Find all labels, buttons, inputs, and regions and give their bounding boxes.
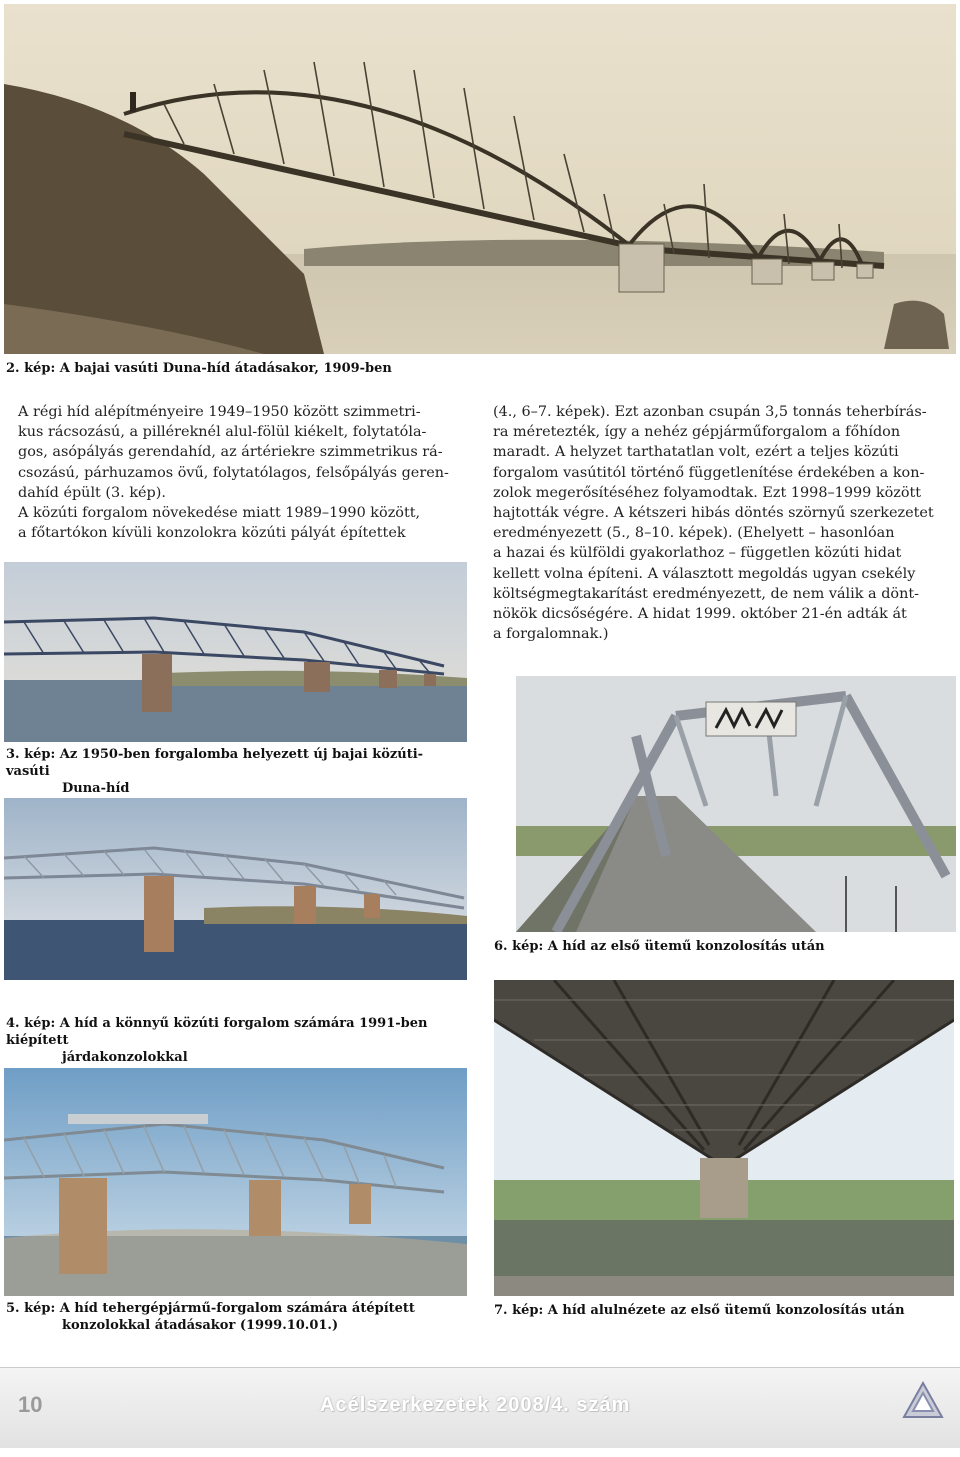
caption-text: Az 1950-ben forgalomba helyezett új bajai közúti-vasúti xyxy=(6,747,424,779)
text-line: nökök dicsőségére. A hidat 1999. október 21-én adták át xyxy=(493,606,907,623)
caption-photo-7 xyxy=(494,1302,905,1319)
journal-logo-icon xyxy=(902,1381,944,1421)
caption-photo-2 xyxy=(6,360,392,377)
caption-number: 2. kép: xyxy=(6,361,56,376)
text-line: kellett volna építeni. A választott megoldás ugyan csekély xyxy=(493,565,916,582)
text-line: dahíd épült (3. kép). xyxy=(18,484,166,501)
photo-bridge-1950 xyxy=(4,562,467,742)
caption-number: 3. kép: xyxy=(6,747,56,762)
caption-number: 6. kép: xyxy=(494,939,544,954)
photo-bridge-1999 xyxy=(4,1068,467,1296)
text-line: (4., 6–7. képek). Ezt azonban csupán 3,5 tonnás teherbírás- xyxy=(493,404,927,420)
caption-photo-5 xyxy=(6,1300,486,1334)
caption-text: A híd a könnyű közúti forgalom számára 1991-ben kiépített xyxy=(6,1016,428,1048)
text-line: hajtották végre. A kétszeri hibás döntés szörnyű szerkezetet xyxy=(493,505,934,522)
caption-text-cont: Duna-híd xyxy=(62,781,130,796)
caption-text: A bajai vasúti Duna-híd átadásakor, 1909-ben xyxy=(59,361,392,376)
text-line: a hazai és külföldi gyakorlathoz – független közúti hidat xyxy=(493,545,902,562)
photo-bridge-portal-view xyxy=(516,676,956,932)
left-column-text xyxy=(18,402,466,543)
caption-text: A híd tehergépjármű-forgalom számára átépített xyxy=(59,1301,415,1316)
caption-number: 4. kép: xyxy=(6,1016,56,1031)
text-line: eredményezett (5., 8–10. képek). (Ehelyett – hasonlóan xyxy=(493,525,895,542)
text-line: a forgalomnak.) xyxy=(493,626,609,643)
text-line: A közúti forgalom növekedése miatt 1989–1990 között, xyxy=(18,505,421,522)
text-line: kus rácsozású, a pilléreknél alul-fölül kiékelt, folytatóla- xyxy=(18,424,427,441)
caption-text-cont: konzolokkal átadásakor (1999.10.01.) xyxy=(62,1318,339,1333)
text-line: maradt. A helyzet tarthatatlan volt, ezért a teljes közúti xyxy=(493,444,899,461)
text-line: forgalom vasútitól történő függetlenítése érdekében a kon- xyxy=(493,464,925,481)
text-line: A régi híd alépítményeire 1949–1950 között szimmetri- xyxy=(18,404,421,420)
text-line: költségmegtakarítást eredményezett, de nem válik a dönt- xyxy=(493,585,919,602)
page-number: 10 xyxy=(18,1392,43,1417)
photo-historic-bridge-1909 xyxy=(4,4,956,354)
caption-photo-3 xyxy=(6,746,466,797)
text-line: zolok megerősítéséhez folyamodtak. Ezt 1998–1999 között xyxy=(493,484,922,501)
text-line: a főtartókon kívüli konzolokra közúti pályát építettek xyxy=(18,525,406,542)
caption-number: 5. kép: xyxy=(6,1301,56,1316)
text-line: csozású, párhuzamos övű, folytatólagos, felsőpályás geren- xyxy=(18,464,449,481)
caption-photo-4 xyxy=(6,1015,486,1066)
journal-title: Acélszerkezetek 2008/4. szám xyxy=(320,1394,631,1416)
photo-bridge-underside xyxy=(494,980,954,1296)
caption-text: A híd alulnézete az első ütemű konzolosítás után xyxy=(547,1303,905,1318)
photo-bridge-1991 xyxy=(4,798,467,980)
caption-number: 7. kép: xyxy=(494,1303,544,1318)
text-line: ra méretezték, így a nehéz gépjárműforgalom a főhídon xyxy=(493,424,901,441)
right-column-text xyxy=(493,402,955,644)
caption-photo-6 xyxy=(494,938,825,955)
caption-text: A híd az első ütemű konzolosítás után xyxy=(547,939,825,954)
text-line: gos, asópályás gerendahíd, az ártériekre szimmetrikus rá- xyxy=(18,444,443,461)
caption-text-cont: járdakonzolokkal xyxy=(62,1050,188,1065)
